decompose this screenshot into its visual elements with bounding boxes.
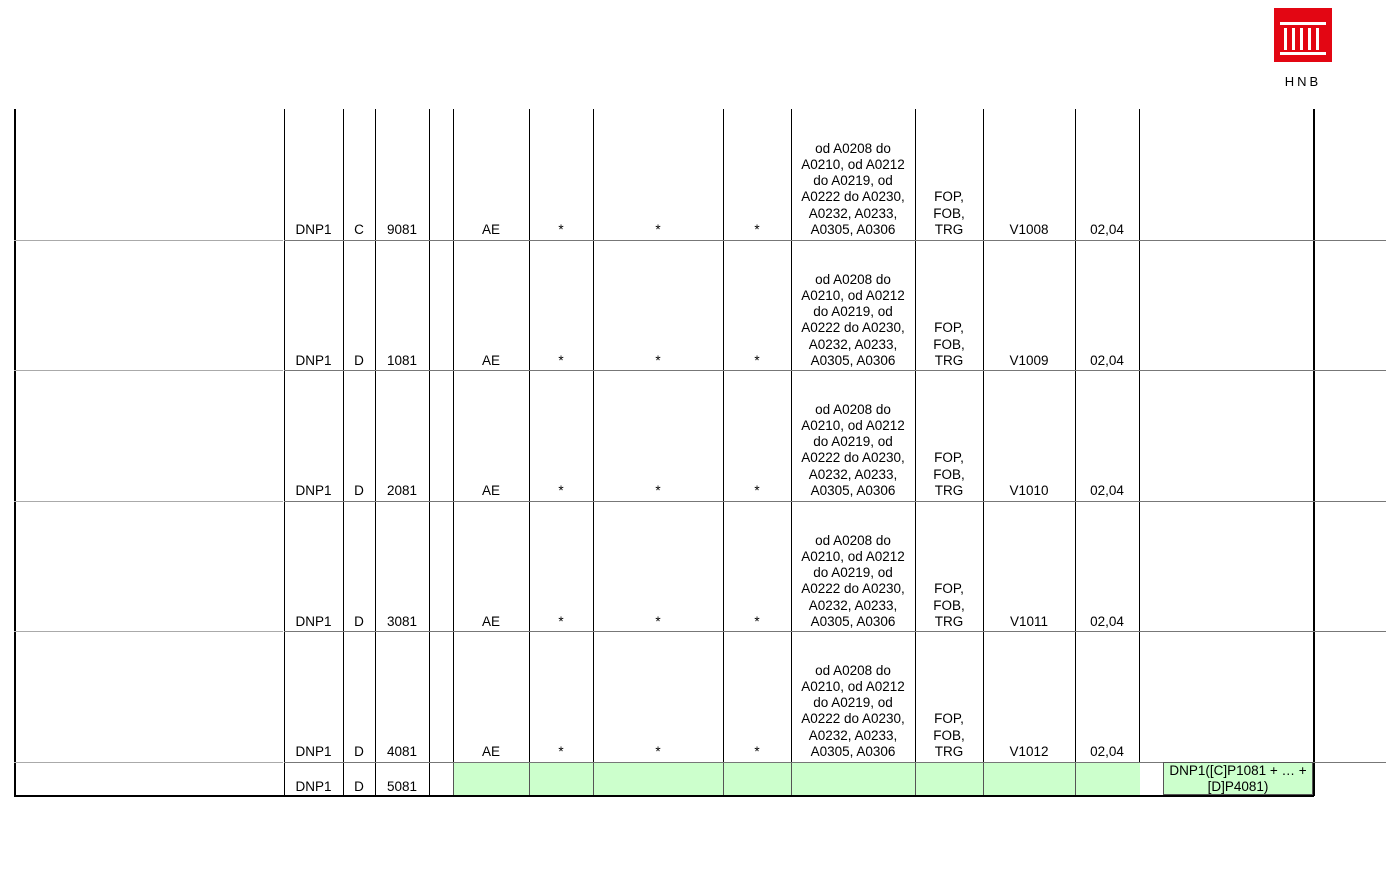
grid-hline	[14, 795, 1314, 797]
validation-table	[14, 109, 1314, 796]
type-cell: D	[354, 778, 364, 794]
type-cell: D	[354, 482, 364, 498]
grid-vline	[723, 109, 724, 796]
sources-cell: FOP, FOB, TRG	[933, 450, 965, 498]
form-cell: DNP1	[295, 221, 332, 237]
validation-id-cell: V1011	[1009, 613, 1049, 629]
grid-vline	[1313, 109, 1315, 796]
sources-cell: FOP, FOB, TRG	[933, 711, 965, 759]
empty-validation-cell	[723, 762, 792, 796]
sources-cell: FOP, FOB, TRG	[933, 320, 965, 368]
empty-validation-cell	[593, 762, 724, 796]
grid-vline	[983, 109, 984, 796]
form-cell: DNP1	[295, 743, 332, 759]
wildcard-cell: *	[754, 482, 760, 498]
grid-hline	[14, 631, 283, 632]
formula-cell: DNP1([C]P1081 + … + [D]P4081)	[1163, 762, 1313, 795]
accounts-cell: od A0208 do A0210, od A0212 do A0219, od A0222 do A0230, A0232, A0233, A0305, A0306	[801, 271, 905, 368]
grid-vline	[915, 109, 916, 796]
grid-vline	[1139, 109, 1140, 796]
wildcard-cell: *	[558, 482, 564, 498]
accounts-cell: od A0208 do A0210, od A0212 do A0219, od A0222 do A0230, A0232, A0233, A0305, A0306	[801, 662, 905, 759]
version-cell: 02,04	[1090, 482, 1124, 498]
type-cell: D	[354, 352, 364, 368]
code-cell: 2081	[386, 482, 418, 498]
grid-hline	[14, 240, 283, 241]
unit-cell: AE	[481, 221, 500, 237]
validation-id-cell: V1009	[1009, 352, 1049, 368]
type-cell: C	[354, 221, 364, 237]
hnb-logo	[1273, 8, 1333, 89]
type-cell: D	[354, 613, 364, 629]
form-cell: DNP1	[295, 778, 332, 794]
code-cell: 5081	[386, 778, 418, 794]
accounts-cell: od A0208 do A0210, od A0212 do A0219, od A0222 do A0230, A0232, A0233, A0305, A0306	[801, 140, 905, 237]
type-cell: D	[354, 743, 364, 759]
grid-hline	[14, 370, 283, 371]
sources-cell: FOP, FOB, TRG	[933, 189, 965, 237]
hnb-building-icon	[1274, 8, 1332, 62]
wildcard-cell: *	[655, 482, 661, 498]
wildcard-cell: *	[754, 221, 760, 237]
validation-id-cell: V1010	[1009, 482, 1049, 498]
wildcard-cell: *	[558, 352, 564, 368]
grid-vline	[529, 109, 530, 796]
wildcard-cell: *	[754, 613, 760, 629]
code-cell: 4081	[386, 743, 418, 759]
wildcard-cell: *	[558, 743, 564, 759]
wildcard-cell: *	[754, 352, 760, 368]
accounts-cell: od A0208 do A0210, od A0212 do A0219, od A0222 do A0230, A0232, A0233, A0305, A0306	[801, 401, 905, 498]
unit-cell: AE	[481, 613, 500, 629]
empty-validation-cell	[529, 762, 594, 796]
empty-validation-cell	[453, 762, 530, 796]
grid-vline	[375, 109, 376, 796]
empty-validation-cell	[1075, 762, 1140, 796]
form-cell: DNP1	[295, 482, 332, 498]
sources-cell: FOP, FOB, TRG	[933, 581, 965, 629]
code-cell: 3081	[386, 613, 418, 629]
grid-vline	[453, 109, 454, 796]
validation-id-cell: V1012	[1009, 743, 1049, 759]
grid-hline	[14, 501, 283, 502]
grid-vline	[429, 109, 430, 796]
validation-id-cell: V1008	[1009, 221, 1049, 237]
wildcard-cell: *	[754, 743, 760, 759]
empty-validation-cell	[791, 762, 916, 796]
form-cell: DNP1	[295, 352, 332, 368]
empty-validation-cell	[915, 762, 984, 796]
wildcard-cell: *	[558, 221, 564, 237]
wildcard-cell: *	[655, 743, 661, 759]
version-cell: 02,04	[1090, 352, 1124, 368]
code-cell: 9081	[386, 221, 418, 237]
form-cell: DNP1	[295, 613, 332, 629]
grid-vline	[284, 109, 285, 796]
grid-vline	[343, 109, 344, 796]
grid-vline	[1075, 109, 1076, 796]
grid-hline	[14, 762, 283, 763]
logo-text: HNB	[1284, 74, 1322, 89]
grid-vline	[791, 109, 792, 796]
unit-cell: AE	[481, 352, 500, 368]
version-cell: 02,04	[1090, 613, 1124, 629]
version-cell: 02,04	[1090, 743, 1124, 759]
wildcard-cell: *	[655, 221, 661, 237]
version-cell: 02,04	[1090, 221, 1124, 237]
empty-validation-cell	[983, 762, 1076, 796]
grid-vline	[593, 109, 594, 796]
wildcard-cell: *	[655, 613, 661, 629]
wildcard-cell: *	[558, 613, 564, 629]
accounts-cell: od A0208 do A0210, od A0212 do A0219, od A0222 do A0230, A0232, A0233, A0305, A0306	[801, 532, 905, 629]
wildcard-cell: *	[655, 352, 661, 368]
grid-vline	[14, 109, 16, 796]
unit-cell: AE	[481, 482, 500, 498]
code-cell: 1081	[386, 352, 418, 368]
unit-cell: AE	[481, 743, 500, 759]
